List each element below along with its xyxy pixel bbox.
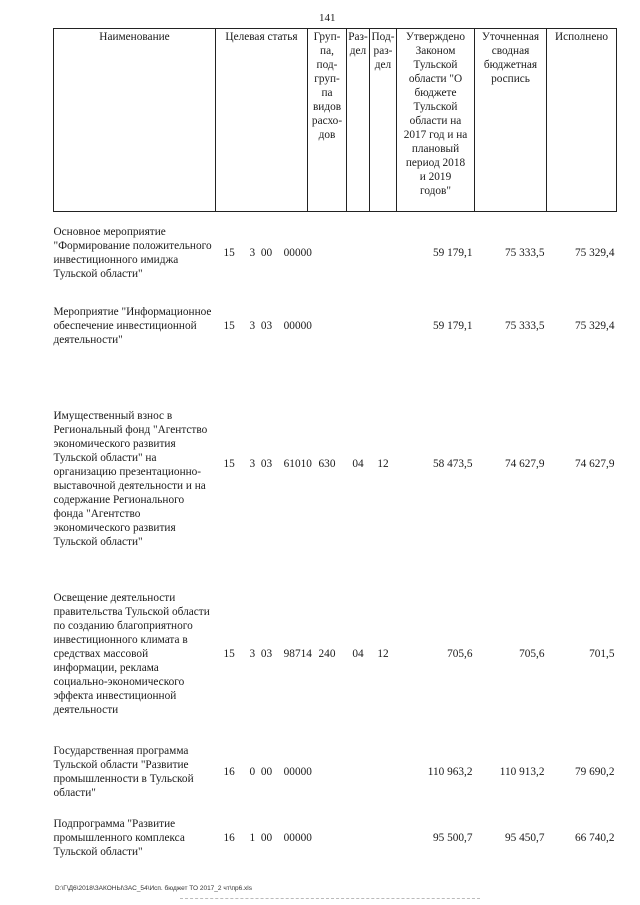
row-name: Государственная программа Тульской области "Развитие промышленности в Тульской области" [53,744,194,799]
row-refined: 705,6 [519,648,545,660]
row-group: 240 [318,648,336,660]
row-refined: 75 333,5 [504,320,545,332]
row-executed: 75 329,4 [574,320,615,332]
row-name: Имущественный взнос в Региональный фонд "Агентство экономического развития Тульской области" на организацию презентационно-выставочной деятельности и на содержание Регионального фонда "Агентство экономического развития Тульской области" [53,410,208,548]
row-name: Основное мероприятие "Формирование положительного инвестиционного имиджа Тульской области" [53,226,212,280]
row-approved: 110 963,2 [427,765,473,778]
header-section: Раз- дел [347,29,370,212]
table-row [54,805,617,871]
row-subsection [370,294,397,358]
row-group [308,805,347,871]
header-subsection: Под- раз- дел [370,29,397,212]
row-executed: 701,5 [589,648,615,660]
row-approved: 95 500,7 [432,832,473,844]
row-target-article: 16 0 00 00000 [223,765,312,778]
row-subsection [370,805,397,871]
row-refined: 74 627,9 [504,458,545,470]
row-name: Мероприятие "Информационное обеспечение инвестиционной деятельности" [53,306,212,346]
page-number: 141 [319,12,336,24]
footer-file-path: D:\Г\Д6\2018\ЗАКОНЫ\ЗАС_54\Исп. бюджет ТО 2017_2 чт\пр6.xls [55,885,253,892]
row-refined: 95 450,7 [504,832,545,844]
table-row [54,738,617,805]
header-approved: Утверждено Законом Тульской области "О бюджете Тульской области на 2017 год и на плановый период 2018 и 2019 годов" [397,29,475,212]
budget-table [53,28,617,871]
row-group [308,294,347,358]
row-section: 04 [352,648,364,660]
row-refined: 110 913,2 [499,765,545,778]
table-row [54,294,617,358]
row-approved: 59 179,1 [432,320,473,332]
row-target-article: 15 3 00 00000 [223,247,312,259]
header-executed: Исполнено [547,29,617,212]
row-target-article: 15 3 03 98714 [223,648,312,660]
header-name: Наименование [54,29,216,212]
row-subsection: 12 [377,648,389,660]
row-group: 630 [318,458,336,470]
row-approved: 59 179,1 [432,247,473,259]
row-group [308,212,347,295]
row-section [347,294,370,358]
table-header-row [54,29,617,212]
scan-divider [180,898,480,899]
row-approved: 705,6 [447,648,473,660]
row-executed: 79 690,2 [574,765,615,778]
row-section: 04 [352,458,364,470]
row-section [347,212,370,295]
row-target-article: 15 3 03 61010 [223,458,312,470]
row-subsection: 12 [377,458,389,470]
row-target-article: 16 1 00 00000 [223,832,312,844]
row-refined: 75 333,5 [504,247,545,259]
row-target-article: 15 3 03 00000 [223,320,312,332]
row-subsection [370,212,397,295]
header-target-article: Целевая статья [216,29,308,212]
row-subsection [370,738,397,805]
row-executed: 75 329,4 [574,247,615,259]
header-refined: Уточненная сводная бюджетная роспись [475,29,547,212]
row-approved: 58 473,5 [432,458,473,470]
row-executed: 66 740,2 [574,832,615,844]
row-name: Освещение деятельности правительства Тульской области по созданию благоприятного инвестиционного климата в средствах массовой информации, реклама социально-экономического эффекта инвестиционной деятельности [53,592,210,716]
row-executed: 74 627,9 [574,458,615,470]
row-name: Подпрограмма "Развитие промышленного комплекса Тульской области" [53,818,185,858]
header-group: Груп- па, под- груп- па видов расхо- дов [308,29,347,212]
row-group [308,738,347,805]
table-row [54,212,617,295]
row-section [347,738,370,805]
table-row [54,358,617,570]
row-section [347,805,370,871]
table-row [54,570,617,738]
